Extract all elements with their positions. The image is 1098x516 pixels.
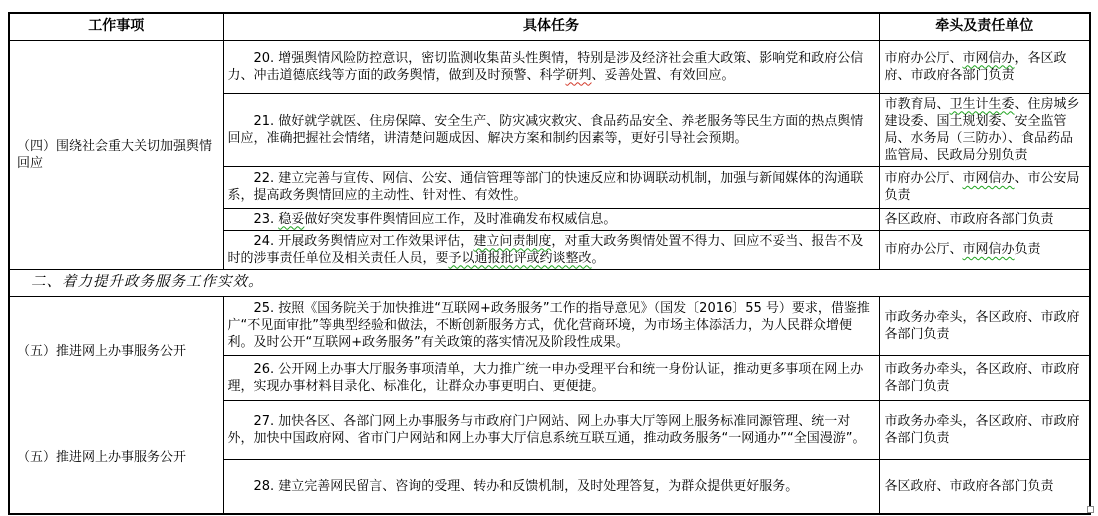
header-specific-tasks: 具体任务 — [223, 13, 879, 40]
resp-cell-23: 各区政府、市政府各部门负责 — [879, 208, 1090, 230]
task-cell-22: 22. 建立完善与宣传、网信、公安、通信管理等部门的快速反应和协调联动机制，加强与新闻媒体的沟通联系，提高政务舆情回应的主动性、针对性、有效性。 — [223, 166, 879, 208]
group-label-top: （五）推进网上办事服务公开 — [17, 344, 187, 359]
task-cell-25: 25. 按照《国务院关于加快推进“互联网+政务服务”工作的指导意见》（国发〔2016〕55 号）要求，借鉴推广“不见面审批”等典型经验和做法，不断创新服务方式，优化营商环境，为市场主体添活力，为人民群众增便利。及时公开“互联网+政务服务”有关政策的落实情况及阶段性成果。 — [223, 296, 879, 355]
task-cell-21: 21. 做好就学就医、住房保障、安全生产、防灾减灾救灾、食品药品安全、养老服务等民生方面的热点舆情回应，准确把握社会情绪，讲清楚问题成因、解决方案和制约因素等，更好引导社会预期。 — [223, 93, 879, 166]
task-cell-26: 26. 公开网上办事大厅服务事项清单，大力推广统一申办受理平台和统一身份认证，推动更多事项在网上办理，实现办事材料目录化、标准化，让群众办事更明白、更便捷。 — [223, 355, 879, 400]
resp-cell-20: 市府办公厅、市网信办，各区政府、市政府各部门负责 — [879, 40, 1090, 93]
task-cell-27: 27. 加快各区、各部门网上办事服务与市政府门户网站、网上办事大厅等网上服务标准同源管理、统一对外，加快中国政府网、省市门户网站和网上办事大厅信息系统互联互通，推动政务服务“一网通办”“全国漫游”。 — [223, 400, 879, 459]
table-resize-handle[interactable] — [1087, 506, 1094, 513]
group-label-wrap — [17, 299, 216, 511]
section-divider-text: 二、着力提升政务服务工作实效。 — [9, 269, 1090, 296]
row-task-25 — [9, 296, 1090, 355]
task-cell-24: 24. 开展政务舆情应对工作效果评估，建立问责制度，对重大政务舆情处置不得力、回应不妥当、报告不及时的涉事责任单位及相关责任人员，要予以通报批评或约谈整改。 — [223, 230, 879, 269]
resp-cell-22: 市府办公厅、市网信办、市公安局负责 — [879, 166, 1090, 208]
section-divider-row — [9, 269, 1090, 296]
resp-cell-26: 市政务办牵头，各区政府、市政府各部门负责 — [879, 355, 1090, 400]
task-cell-23: 23. 稳妥做好突发事件舆情回应工作，及时准确发布权威信息。 — [223, 208, 879, 230]
header-responsible-units: 牵头及责任单位 — [879, 13, 1090, 40]
resp-cell-24: 市府办公厅、市网信办负责 — [879, 230, 1090, 269]
resp-cell-21: 市教育局、卫生计生委、住房城乡建设委、国土规划委、安全监管局、水务局（三防办）、食品药品监管局、民政局分别负责 — [879, 93, 1090, 166]
resp-cell-25: 市政务办牵头，各区政府、市政府各部门负责 — [879, 296, 1090, 355]
task-cell-20: 20. 增强舆情风险防控意识，密切监测收集苗头性舆情，特别是涉及经济社会重大政策、影响党和政府公信力、冲击道德底线等方面的政务舆情，做到及时预警、科学研判、妥善处置、有效回应。 — [223, 40, 879, 93]
group-label-bottom: （五）推进网上办事服务公开 — [17, 450, 187, 465]
work-tasks-table — [8, 12, 1091, 515]
resp-cell-28: 各区政府、市政府各部门负责 — [879, 459, 1090, 513]
group-cell-section4: （四）围绕社会重大关切加强舆情回应 — [9, 40, 223, 269]
resp-cell-27: 市政务办牵头，各区政府、市政府各部门负责 — [879, 400, 1090, 459]
header-row — [9, 13, 1090, 40]
header-work-items: 工作事项 — [9, 13, 223, 40]
row-task-20 — [9, 40, 1090, 93]
group-cell-section5 — [9, 296, 223, 514]
task-cell-28: 28. 建立完善网民留言、咨询的受理、转办和反馈机制，及时处理答复，为群众提供更好服务。 — [223, 459, 879, 513]
